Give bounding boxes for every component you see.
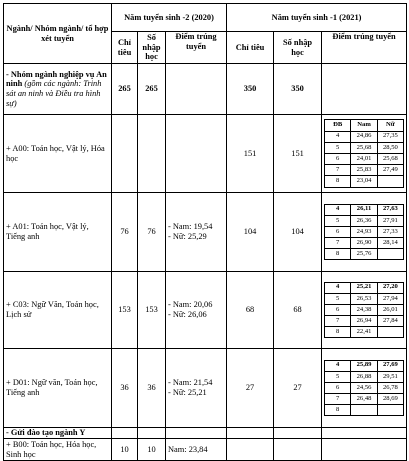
table-row [4,349,407,428]
score-2020-female: - Nữ: 25,21 [168,388,207,397]
sub-db: 8 [325,327,351,338]
table-row [4,115,407,193]
subtable-row [325,394,404,405]
score-subtable [324,119,404,187]
subtable-row [325,154,404,165]
score-2020-male: - Nam: 21,54 [168,378,213,388]
sub-male: 25,21 [351,282,377,293]
score-subtable [324,282,404,339]
score-2020: Nam: 23,84 [166,439,227,461]
sub-male [351,405,377,416]
subtable-row [325,293,404,304]
header-quota-2021: Chỉ tiêu [227,32,274,64]
header-score-2021: Điểm trúng tuyển [322,32,407,64]
subtable-row [325,176,404,187]
combo-label: + B00: Toán học, Hóa học, Sinh học [4,439,112,461]
score-2021 [322,349,407,428]
admitted-2021: 27 [274,349,322,428]
header-quota-2020: Chỉ tiêu [112,32,138,64]
combo-label: + C03: Ngữ Văn, Toán học, Lịch sử [4,272,112,349]
sub-female [377,327,403,338]
score-2021 [322,272,407,349]
sub-male: 24,01 [351,154,377,165]
sub-db: 8 [325,176,351,187]
subtable-row [325,215,404,226]
subtable-row [325,238,404,249]
subtable-row [325,382,404,393]
quota-2020: 10 [112,439,138,461]
score-subtable [324,360,404,417]
sub-male: 26,11 [351,204,377,215]
subtable-row [325,226,404,237]
sub-female: 27,91 [377,215,403,226]
admitted-2020: 10 [138,439,166,461]
sub-db: 7 [325,238,351,249]
sub-db: 8 [325,249,351,260]
quota-2021: 104 [227,193,274,272]
empty-cell [112,428,138,439]
sub-male: 22,41 [351,327,377,338]
sub-db: 4 [325,131,351,142]
subtable-row [325,316,404,327]
empty-cell [166,428,227,439]
header-admitted-2020: Số nhập học [138,32,166,64]
quota-2021: 151 [227,115,274,193]
header-row-1 [4,4,407,32]
empty-cell [322,428,407,439]
admitted-2021: 151 [274,115,322,193]
empty-cell [274,428,322,439]
score-2020-female: - Nữ: 25,29 [168,232,207,241]
subtable-row [325,405,404,416]
empty-cell [322,439,407,461]
sub-db: 5 [325,215,351,226]
combo-label: + D01: Ngữ văn, Toán học, Tiếng anh [4,349,112,428]
score-2020-male: - Nam: 20,06 [168,300,213,310]
empty-cell [274,439,322,461]
sub-male: 25,68 [351,142,377,153]
header-score-2020: Điểm trúng tuyển [166,32,227,64]
group-quota-2021: 350 [227,64,274,115]
sub-male: 24,93 [351,226,377,237]
score-2020-male: - Nam: 19,54 [168,222,213,232]
sub-male: 25,89 [351,360,377,371]
sub-db: 4 [325,360,351,371]
admitted-2020: 76 [138,193,166,272]
quota-2020: 153 [112,272,138,349]
sub-female: 29,51 [377,371,403,382]
sub-female: 27,63 [377,204,403,215]
group-admitted-2020: 265 [138,64,166,115]
subtable-row [325,360,404,371]
table-row-b00 [4,439,407,461]
subtable-row [325,304,404,315]
quota-2021: 27 [227,349,274,428]
admitted-2021: 104 [274,193,322,272]
sub-male: 26,36 [351,215,377,226]
admission-table [3,3,407,461]
sub-male: 24,56 [351,382,377,393]
sub-female: 27,94 [377,293,403,304]
group-score-2020 [166,64,227,115]
subtable-row [325,282,404,293]
subtable-row [325,327,404,338]
admission-table-container [3,3,407,461]
sub-db: 6 [325,304,351,315]
sub-db: 4 [325,204,351,215]
sub-male: 26,88 [351,371,377,382]
sub-female: 27,33 [377,226,403,237]
score-2021 [322,115,407,193]
score-2020 [166,193,227,272]
group-admitted-2021: 350 [274,64,322,115]
subtable-row [325,131,404,142]
group-row-security [4,64,407,115]
header-major: Ngành/ Nhóm ngành/ tổ hợp xét tuyển [4,4,112,64]
score-2021 [322,193,407,272]
sub-female: 27,20 [377,282,403,293]
sub-female: 27,69 [377,360,403,371]
group2-title: - Gửi đào tạo ngành Y [4,428,112,439]
group-row-medical [4,428,407,439]
sub-male: 25,76 [351,249,377,260]
sub-male: 26,48 [351,394,377,405]
sub-db: 5 [325,371,351,382]
sub-db: 7 [325,394,351,405]
group-note: (gồm các ngành: Trinh sát an ninh và Điều tra hình sự) [6,79,102,108]
subtable-row [325,142,404,153]
sub-db: 5 [325,293,351,304]
admitted-2020: 153 [138,272,166,349]
score-2020 [166,272,227,349]
sub-female: 25,68 [377,154,403,165]
sub-db: 7 [325,316,351,327]
sub-female: 28,14 [377,238,403,249]
subtable-row [325,371,404,382]
sub-male: 26,90 [351,238,377,249]
group-label [4,64,112,115]
empty-cell [138,428,166,439]
score-2020 [166,115,227,193]
sub-db: 4 [325,282,351,293]
quota-2021: 68 [227,272,274,349]
subtable-row [325,204,404,215]
sub-female: 26,78 [377,382,403,393]
sub-db: 8 [325,405,351,416]
quota-2020 [112,115,138,193]
table-row [4,193,407,272]
score-2020-female: - Nữ: 26,06 [168,310,207,319]
sub-male: 24,38 [351,304,377,315]
header-admitted-2021: Số nhập học [274,32,322,64]
sub-db: 6 [325,226,351,237]
empty-cell [227,439,274,461]
empty-cell [227,428,274,439]
sub-db: 6 [325,382,351,393]
sub-female [377,176,403,187]
table-row [4,272,407,349]
subheader-female: Nữ [377,120,403,131]
admitted-2020 [138,115,166,193]
sub-female: 28,69 [377,394,403,405]
sub-female: 27,49 [377,165,403,176]
quota-2020: 36 [112,349,138,428]
sub-db: 7 [325,165,351,176]
sub-db: 5 [325,142,351,153]
header-year-2021: Năm tuyển sinh -1 (2021) [227,4,407,32]
sub-female: 26,01 [377,304,403,315]
sub-male: 24,86 [351,131,377,142]
group-score-2021 [322,64,407,115]
score-2020 [166,349,227,428]
combo-label: + A00: Toán học, Vật lý, Hóa học [4,115,112,193]
sub-male: 23,04 [351,176,377,187]
sub-female: 27,35 [377,131,403,142]
combo-label: + A01: Toán học, Vật lý, Tiếng anh [4,193,112,272]
subheader-male: Nam [351,120,377,131]
subtable-header [325,120,404,131]
sub-male: 26,94 [351,316,377,327]
sub-male: 26,53 [351,293,377,304]
sub-female: 27,84 [377,316,403,327]
subtable-row [325,249,404,260]
sub-db: 6 [325,154,351,165]
group-title: - Nhóm ngành nghiệp vụ An ninh [6,69,107,89]
score-subtable [324,204,404,261]
subheader-db: ĐB [325,120,351,131]
admitted-2021: 68 [274,272,322,349]
sub-female [377,249,403,260]
header-year-2020: Năm tuyển sinh -2 (2020) [112,4,227,32]
admitted-2020: 36 [138,349,166,428]
group-quota-2020: 265 [112,64,138,115]
sub-male: 25,83 [351,165,377,176]
quota-2020: 76 [112,193,138,272]
sub-female [377,405,403,416]
sub-female: 28,50 [377,142,403,153]
subtable-row [325,165,404,176]
